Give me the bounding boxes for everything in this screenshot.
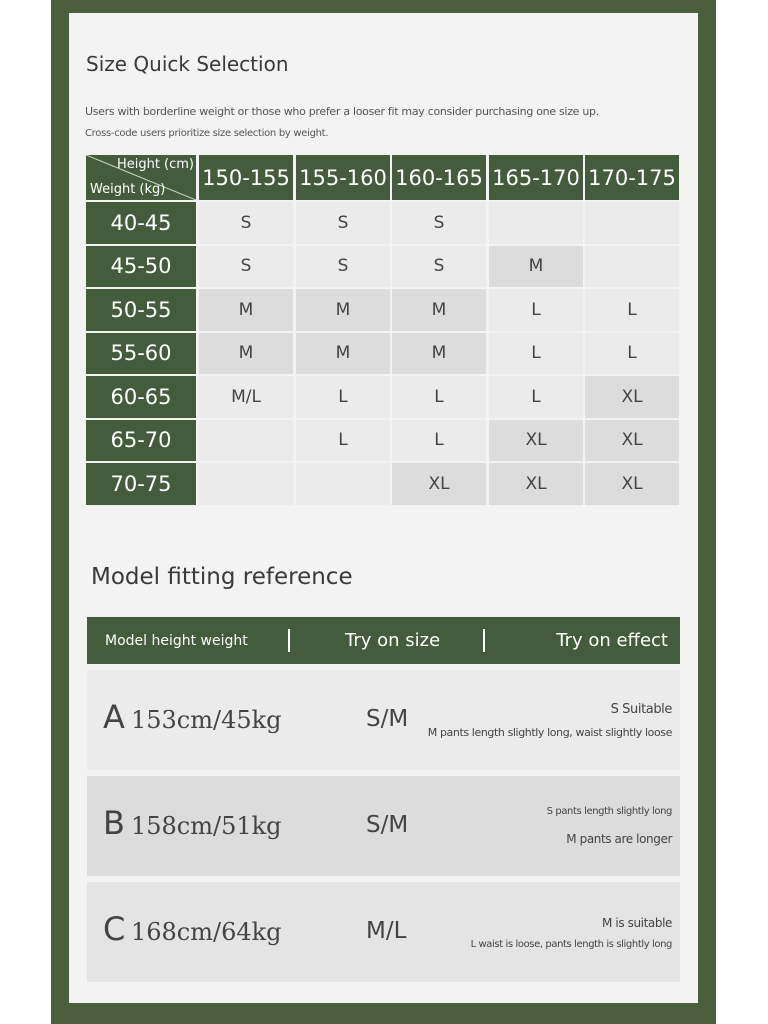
size-cell (296, 463, 390, 505)
table-corner-cell (86, 155, 196, 200)
size-cell: M (392, 289, 486, 331)
weight-row-label: 45-50 (86, 246, 196, 288)
size-cell: M (296, 289, 390, 331)
size-quick-selection-title: Size Quick Selection (86, 52, 289, 76)
col-model-height-weight: Model height weight (105, 632, 248, 649)
weight-row-label: 40-45 (86, 202, 196, 244)
size-cell: L (489, 333, 583, 375)
weight-row-label: 55-60 (86, 333, 196, 375)
size-cell: M (296, 333, 390, 375)
model-effect-primary: S Suitable (610, 702, 672, 717)
height-header-0: 150-155 (199, 155, 293, 200)
size-cell: L (585, 289, 679, 331)
size-cell: XL (489, 420, 583, 462)
size-cell: S (296, 246, 390, 288)
height-header-1: 155-160 (296, 155, 390, 200)
size-cell: M (489, 246, 583, 288)
height-header-3: 165-170 (489, 155, 583, 200)
model-letter: A (103, 698, 125, 736)
size-cell: L (489, 289, 583, 331)
height-header-2: 160-165 (392, 155, 486, 200)
col-try-on-size: Try on size (345, 630, 441, 651)
weight-row-label: 70-75 (86, 463, 196, 505)
size-cell (489, 202, 583, 244)
size-cell: M (199, 289, 293, 331)
weight-axis-label: Weight (kg) (90, 182, 166, 197)
model-try-on-size: S/M (366, 812, 409, 838)
model-effect-secondary: M pants length slightly long, waist slightly loose (427, 726, 672, 739)
size-cell: XL (585, 463, 679, 505)
header-divider (288, 629, 290, 652)
model-table-header (87, 617, 680, 664)
size-cell (585, 202, 679, 244)
size-cell: L (296, 376, 390, 418)
height-header-4: 170-175 (585, 155, 679, 200)
size-cell: S (392, 246, 486, 288)
model-height-weight: 168cm/64kg (131, 918, 282, 946)
size-cell: M (199, 333, 293, 375)
model-letter: C (103, 910, 126, 948)
weight-row-label: 50-55 (86, 289, 196, 331)
cross-code-note: Cross-code users prioritize size selection by weight. (85, 128, 329, 139)
size-cell: S (199, 202, 293, 244)
size-cell: M/L (199, 376, 293, 418)
size-cell: XL (392, 463, 486, 505)
model-row-a (87, 670, 680, 770)
header-divider (483, 629, 485, 652)
size-cell: L (585, 333, 679, 375)
model-row-b (87, 776, 680, 876)
borderline-weight-note: Users with borderline weight or those who prefer a looser fit may consider purchasing one size up. (85, 105, 599, 118)
size-cell (585, 246, 679, 288)
model-try-on-size: S/M (366, 706, 409, 732)
size-cell: L (296, 420, 390, 462)
size-cell: XL (585, 420, 679, 462)
size-cell: XL (489, 463, 583, 505)
model-effect-primary: S pants length slightly long (546, 806, 672, 817)
model-fitting-title: Model fitting reference (91, 564, 353, 590)
model-letter: B (103, 804, 125, 842)
model-height-weight: 158cm/51kg (131, 812, 282, 840)
model-height-weight: 153cm/45kg (131, 706, 282, 734)
model-row-c (87, 882, 680, 982)
size-cell: XL (585, 376, 679, 418)
size-cell: L (489, 376, 583, 418)
size-cell: S (392, 202, 486, 244)
weight-row-label: 65-70 (86, 420, 196, 462)
size-cell: L (392, 376, 486, 418)
height-axis-label: Height (cm) (116, 157, 194, 172)
model-effect-secondary: L waist is loose, pants length is slightly long (470, 939, 672, 950)
size-cell: S (199, 246, 293, 288)
weight-row-label: 60-65 (86, 376, 196, 418)
size-cell: S (296, 202, 390, 244)
model-effect-primary: M is suitable (602, 916, 672, 930)
size-cell: M (392, 333, 486, 375)
model-try-on-size: M/L (366, 918, 407, 944)
size-cell (199, 420, 293, 462)
size-cell: L (392, 420, 486, 462)
model-effect-secondary: M pants are longer (566, 832, 672, 846)
col-try-on-effect: Try on effect (556, 630, 668, 651)
size-cell (199, 463, 293, 505)
